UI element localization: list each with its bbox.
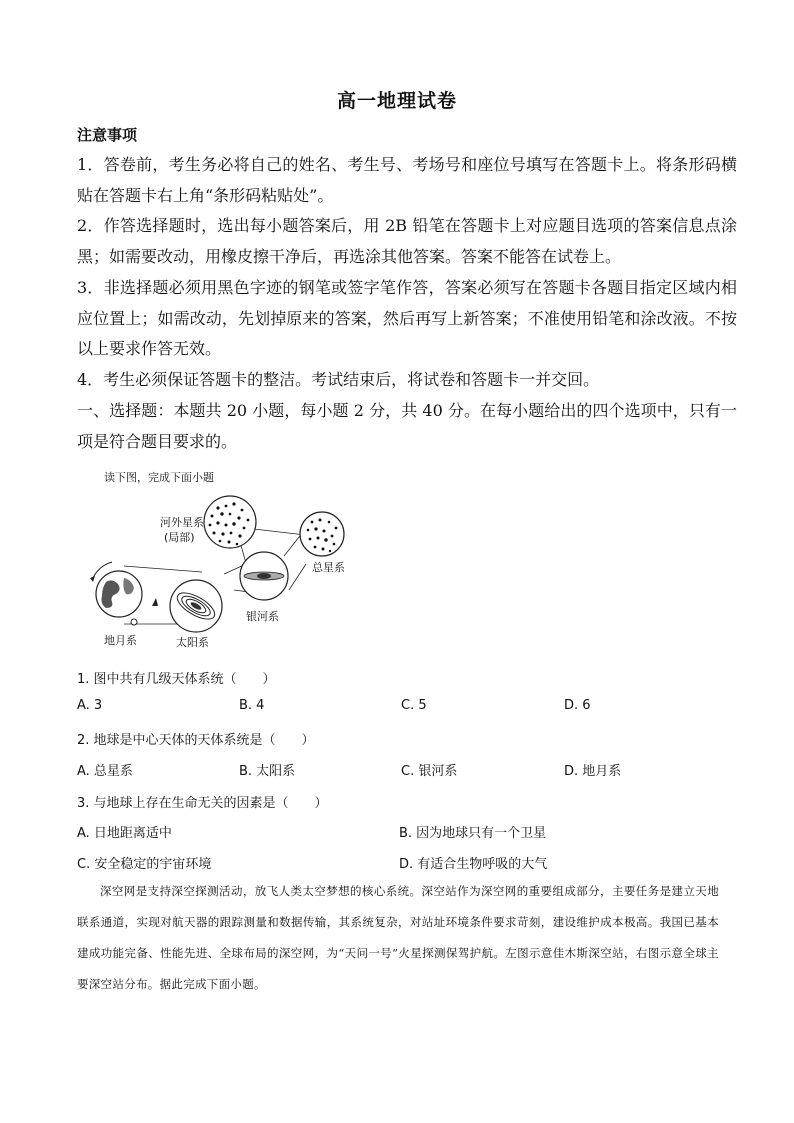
notice-heading: 注意事项 (77, 126, 138, 144)
option-b: B. 因为地球只有一个卫星 (399, 826, 547, 841)
celestial-systems-diagram (84, 494, 384, 654)
section-heading: 一、选择题：本题共 20 小题，每小题 2 分，共 40 分。在每小题给出的四个选项中，只有一项是符合题目要求的。 (77, 401, 737, 451)
earth-moon-system-icon (90, 562, 158, 625)
option-d: D. 有适合生物呼吸的大气 (399, 857, 548, 872)
question-stem: 3. 与地球上存在生命无关的因素是（ ） (77, 796, 328, 811)
option-c: C. 安全稳定的宇宙环境 (77, 857, 212, 872)
label-solar: 太阳系 (176, 636, 209, 649)
option-b: B. 4 (239, 698, 265, 713)
label-universe: 总星系 (312, 561, 345, 574)
notice-item: 4．考生必须保证答题卡的整洁。考试结束后，将试卷和答题卡一并交回。 (77, 370, 600, 389)
option-c: C. 银河系 (401, 764, 458, 779)
notice-item: 3．非选择题必须用黑色字迹的钢笔或签字笔作答，答案必须写在答题卡各题目指定区域内相应位置上；如需改动，先划掉原来的答案，然后再写上新答案；不准使用铅笔和涂改液。不按以上要求作答无效。 (77, 278, 737, 358)
question-stem: 2. 地球是中心天体的天体系统是（ ） (77, 733, 315, 748)
notice-item: 2．作答选择题时，选出每小题答案后，用 2B 铅笔在答题卡上对应题目选项的答案信息点涂黑；如需要改动，用橡皮擦干净后，再选涂其他答案。答案不能答在试卷上。 (77, 216, 737, 266)
option-d: D. 6 (564, 698, 591, 713)
extragalactic-galaxies-icon (204, 496, 256, 548)
option-a: A. 3 (77, 698, 103, 713)
figure-caption: 读下图，完成下面小题 (104, 471, 214, 484)
notice-item: 1．答卷前，考生务必将自己的姓名、考生号、考场号和座位号填写在答题卡上。将条形码横贴在答题卡右上角“条形码粘贴处”。 (77, 155, 737, 205)
universe-icon (300, 512, 344, 556)
page-title: 高一地理试卷 (336, 90, 457, 112)
solar-system-icon (170, 580, 222, 632)
label-earth-moon: 地月系 (104, 634, 137, 647)
milky-way-icon (240, 552, 288, 600)
question-stem: 1. 图中共有几级天体系统（ ） (77, 672, 276, 687)
option-b: B. 太阳系 (239, 764, 296, 779)
label-milky-way: 银河系 (246, 610, 279, 623)
option-d: D. 地月系 (564, 764, 622, 779)
label-partial: (局部) (164, 531, 195, 544)
option-c: C. 5 (401, 698, 427, 713)
option-a: A. 日地距离适中 (77, 826, 172, 841)
label-extragalactic: 河外星系 (160, 516, 204, 529)
option-a: A. 总星系 (77, 764, 133, 779)
reading-passage: 深空网是支持深空探测活动，放飞人类太空梦想的核心系统。深空站作为深空网的重要组成部分，主要任务是建立天地联系通道，实现对航天器的跟踪测量和数据传输，其系统复杂，对站址环境条件要求苛刻，建设维护成本极高。我国已基本建成功能完备、性能先进、全球布局的深空网，为“天问一号”火星探测保驾护航。左图示意佳木斯深空站，右图示意全球主要深空站分布。据此完成下面小题。 (77, 884, 719, 991)
